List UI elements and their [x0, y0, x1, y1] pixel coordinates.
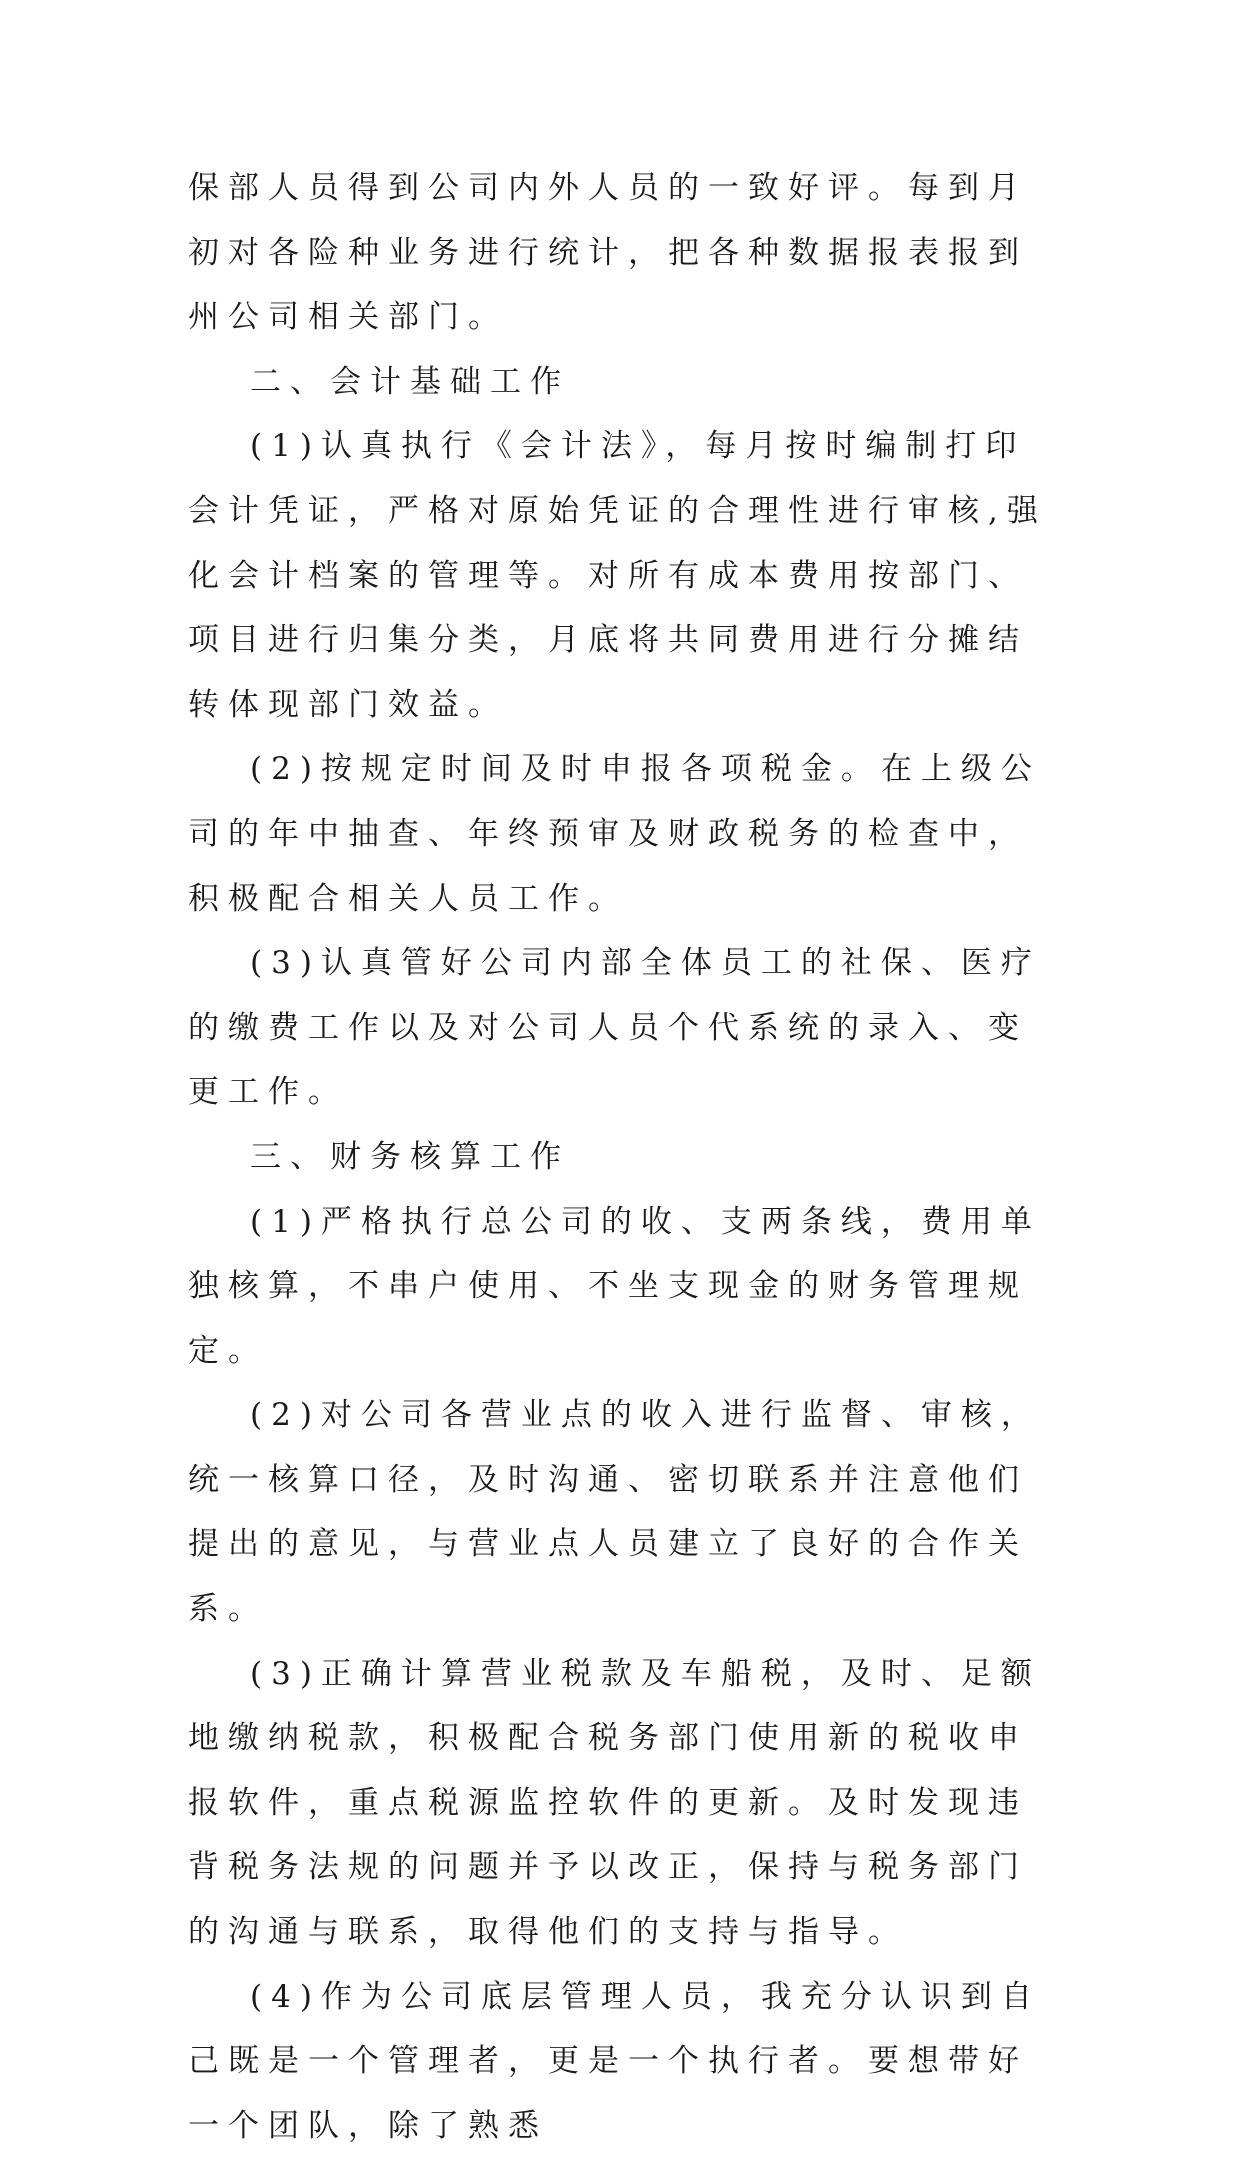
- section-heading-accounting-basics: 二、会计基础工作: [250, 363, 570, 400]
- paragraph-tax-declaration: (2)按规定时间及时申报各项税金。在上级公司的年中抽查、年终预审及财政税务的检查中，积极配合相关人员工作。: [188, 751, 1041, 917]
- paragraph-revenue-supervision: (2)对公司各营业点的收入进行监督、审核，统一核算口径，及时沟通、密切联系并注意他们提出的意见，与营业点人员建立了良好的合作关系。: [188, 1397, 1041, 1628]
- paragraph-two-lines: (1)严格执行总公司的收、支两条线，费用单独核算，不串户使用、不坐支现金的财务管理规定。: [188, 1203, 1041, 1369]
- paragraph-tax-calculation: (3)正确计算营业税款及车船税，及时、足额地缴纳税款，积极配合税务部门使用新的税收申报软件，重点税源监控软件的更新。及时发现违背税务法规的问题并予以改正，保持与税务部门的沟通与联系，取得他们的支持与指导。: [188, 1655, 1041, 1951]
- paragraph-social-insurance: (3)认真管好公司内部全体员工的社保、医疗的缴费工作以及对公司人员个代系统的录入、变更工作。: [188, 945, 1041, 1111]
- document-body: [188, 156, 1058, 2158]
- section-heading-financial-accounting: 三、财务核算工作: [250, 1138, 570, 1175]
- paragraph-management-role: (4)作为公司底层管理人员，我充分认识到自己既是一个管理者，更是一个执行者。要想带好一个团队，除了熟悉: [188, 1978, 1041, 2144]
- paragraph-continuation: 保部人员得到公司内外人员的一致好评。每到月初对各险种业务进行统计，把各种数据报表报到州公司相关部门。: [188, 170, 1028, 336]
- paragraph-accounting-law: (1)认真执行《会计法》，每月按时编制打印会计凭证，严格对原始凭证的合理性进行审核,强化会计档案的管理等。对所有成本费用按部门、项目进行归集分类，月底将共同费用进行分摊结转体现部门效益。: [188, 428, 1047, 723]
